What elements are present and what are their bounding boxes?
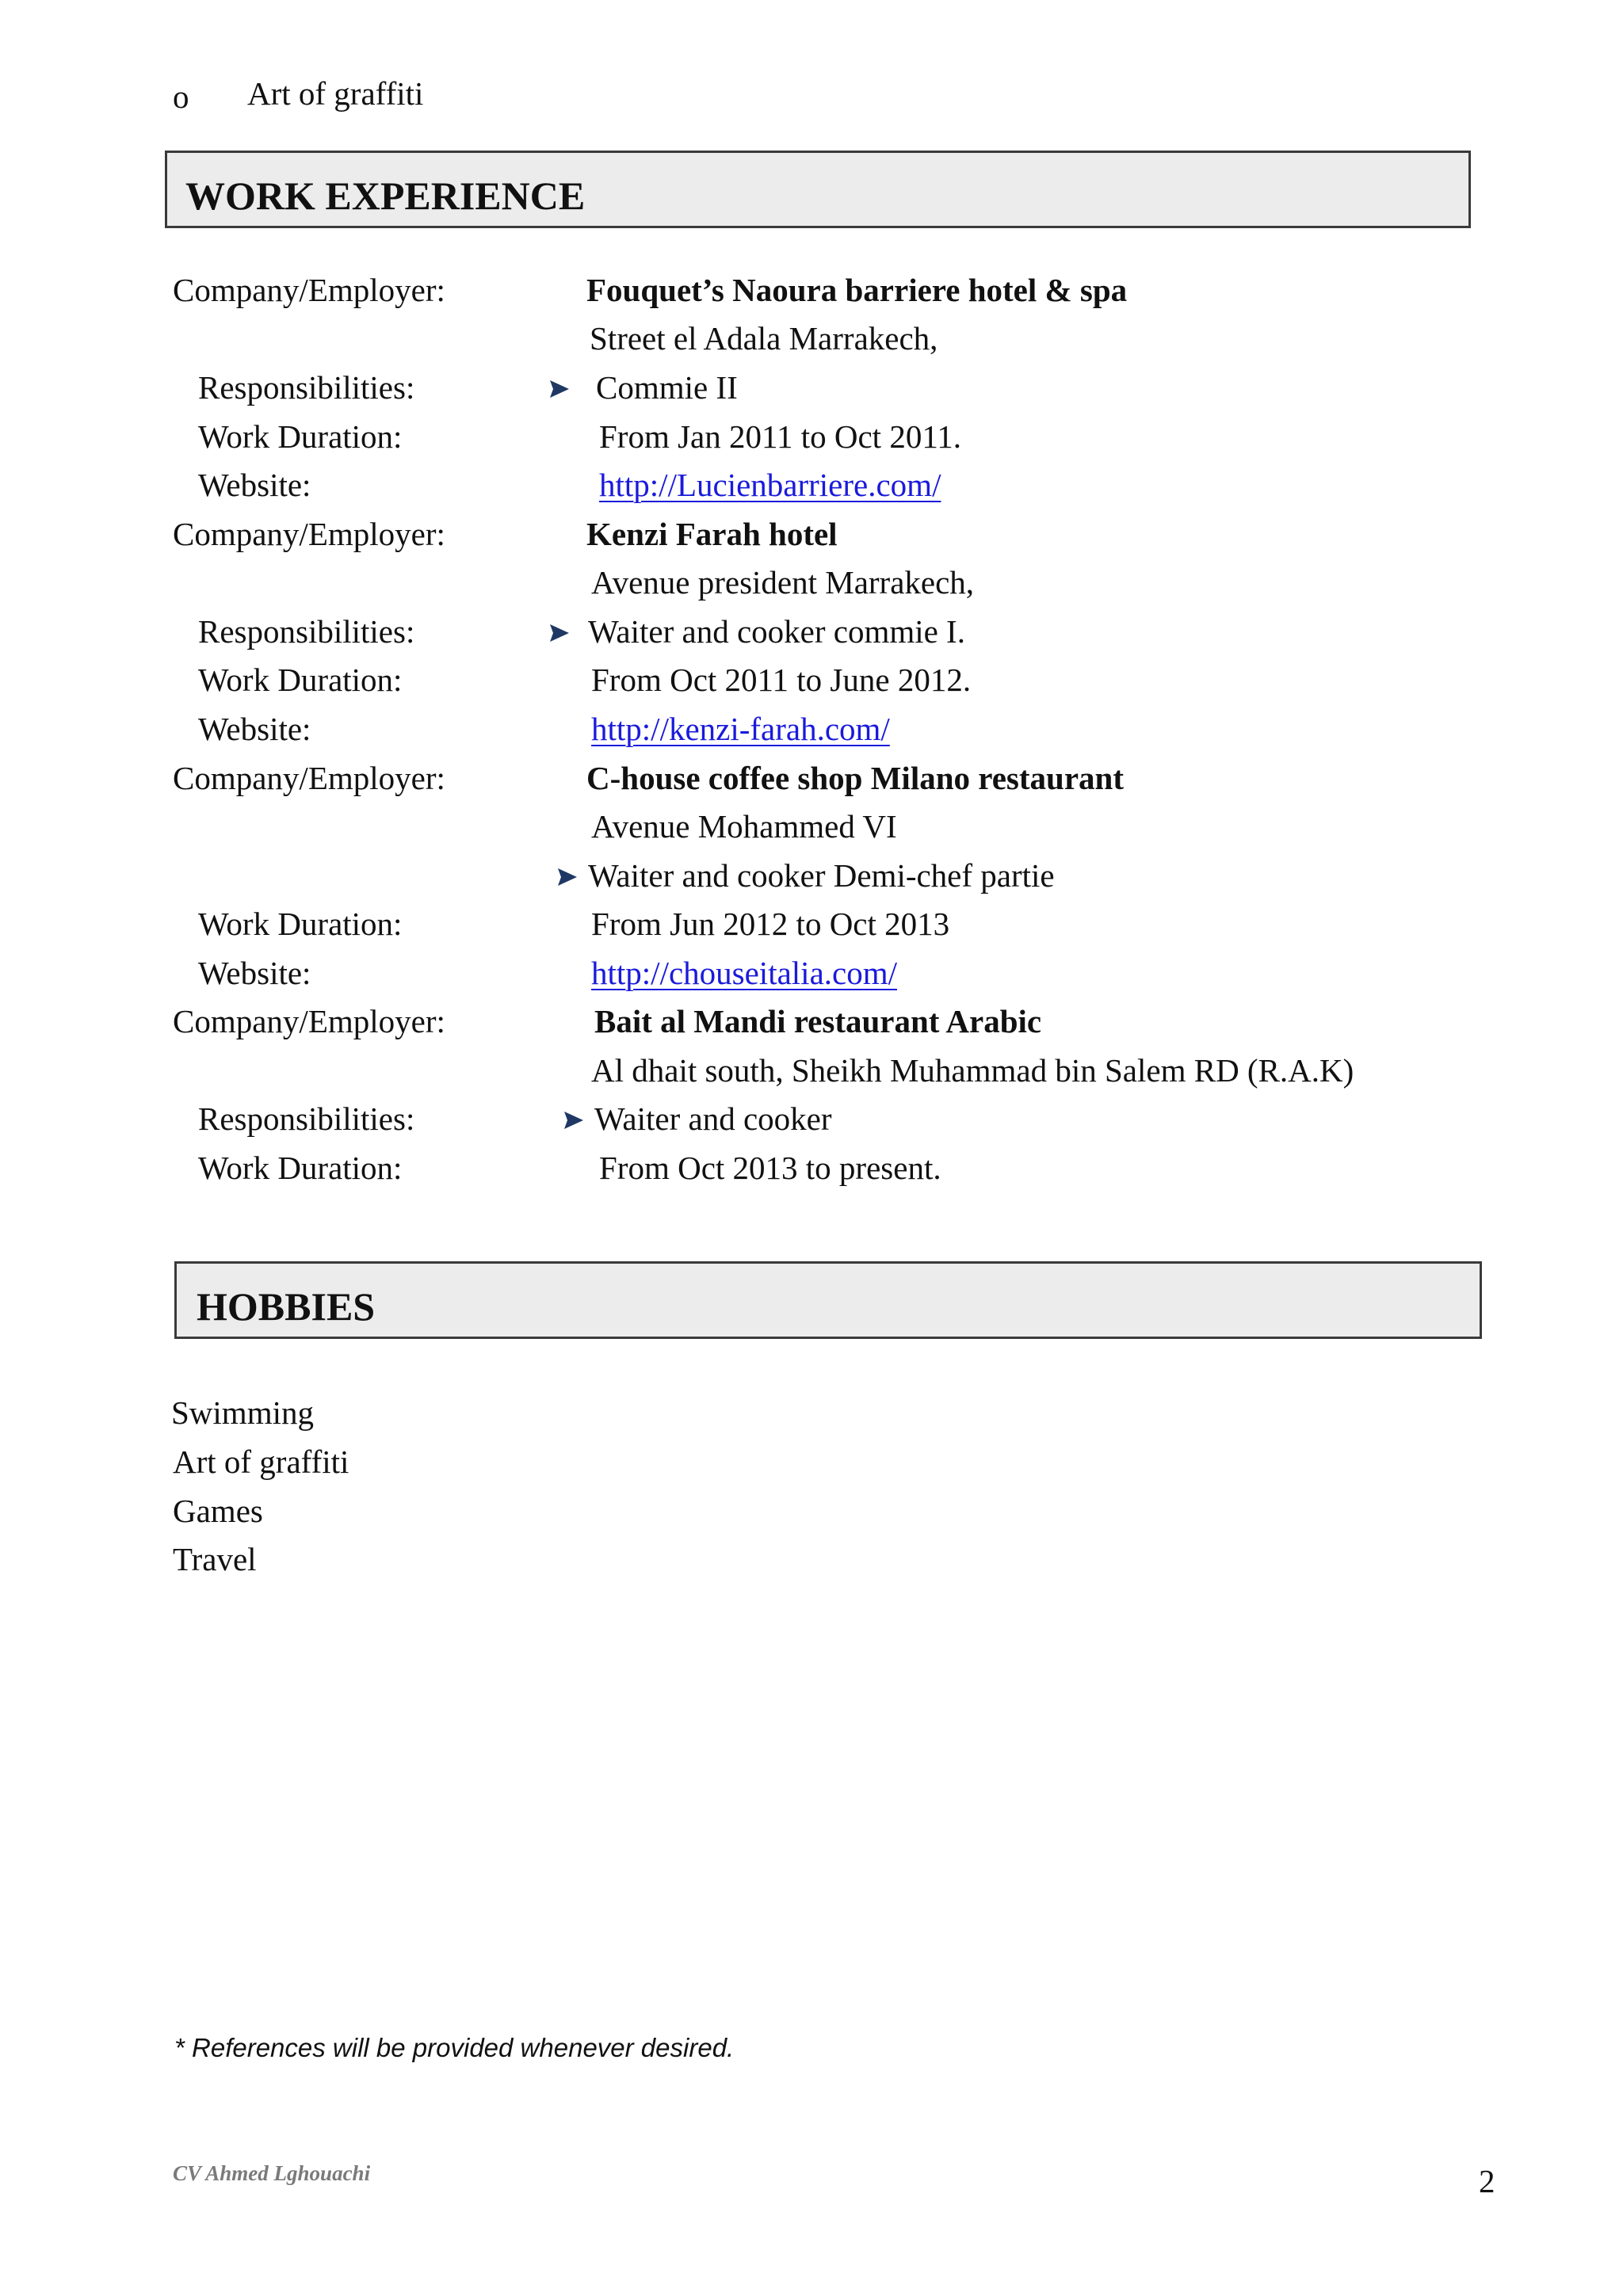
label-company: Company/Employer: (173, 1003, 445, 1039)
hobby-item: Games (173, 1493, 263, 1529)
label-responsibilities: Responsibilities: (198, 1100, 415, 1137)
company-name: Kenzi Farah hotel (586, 516, 838, 552)
company-name: C-house coffee shop Milano restaurant (586, 760, 1124, 796)
label-duration: Work Duration: (198, 418, 403, 455)
website-link[interactable]: http://Lucienbarriere.com/ (599, 467, 941, 503)
label-website: Website: (198, 467, 311, 503)
work-duration: From Oct 2013 to present. (599, 1150, 941, 1186)
work-experience-title: WORK EXPERIENCE (185, 174, 586, 218)
arrow-bullet-icon (563, 1110, 585, 1131)
hobbies-title: HOBBIES (197, 1284, 376, 1329)
website-link[interactable]: http://chouseitalia.com/ (591, 955, 897, 991)
references-note: * References will be provided whenever desired. (174, 2033, 735, 2062)
responsibility: Waiter and cooker Demi-chef partie (588, 857, 1055, 894)
hobby-item: Art of graffiti (173, 1444, 349, 1480)
arrow-bullet-icon (548, 623, 571, 643)
responsibility: Waiter and cooker commie I. (588, 613, 965, 650)
work-duration: From Oct 2011 to June 2012. (591, 662, 972, 698)
label-duration: Work Duration: (198, 1150, 403, 1186)
label-website: Website: (198, 711, 311, 747)
hobby-item: Travel (173, 1541, 257, 1577)
label-duration: Work Duration: (198, 906, 403, 942)
label-company: Company/Employer: (173, 272, 445, 308)
label-duration: Work Duration: (198, 662, 403, 698)
bullet-marker: o (173, 78, 189, 115)
hobby-item: Swimming (171, 1394, 314, 1431)
arrow-bullet-icon (556, 867, 579, 887)
top-bullet-text: Art of graffiti (247, 75, 424, 112)
company-name: Bait al Mandi restaurant Arabic (594, 1003, 1042, 1039)
work-duration: From Jun 2012 to Oct 2013 (591, 906, 950, 942)
footer-cv-name: CV Ahmed Lghouachi (173, 2161, 371, 2185)
label-responsibilities: Responsibilities: (198, 613, 415, 650)
page-number: 2 (1479, 2163, 1495, 2199)
responsibility: Commie II (596, 369, 738, 406)
company-address: Street el Adala Marrakech, (590, 320, 938, 357)
website-link[interactable]: http://kenzi-farah.com/ (591, 711, 890, 747)
arrow-bullet-icon (548, 379, 571, 399)
company-address: Al dhait south, Sheikh Muhammad bin Salem RD (R.A.K) (591, 1052, 1354, 1089)
company-address: Avenue Mohammed VI (591, 808, 897, 845)
work-duration: From Jan 2011 to Oct 2011. (599, 418, 962, 455)
label-responsibilities: Responsibilities: (198, 369, 415, 406)
label-company: Company/Employer: (173, 516, 445, 552)
label-website: Website: (198, 955, 311, 991)
company-name: Fouquet’s Naoura barriere hotel & spa (586, 272, 1128, 308)
label-company: Company/Employer: (173, 760, 445, 796)
company-address: Avenue president Marrakech, (591, 564, 975, 601)
responsibility: Waiter and cooker (594, 1100, 832, 1137)
